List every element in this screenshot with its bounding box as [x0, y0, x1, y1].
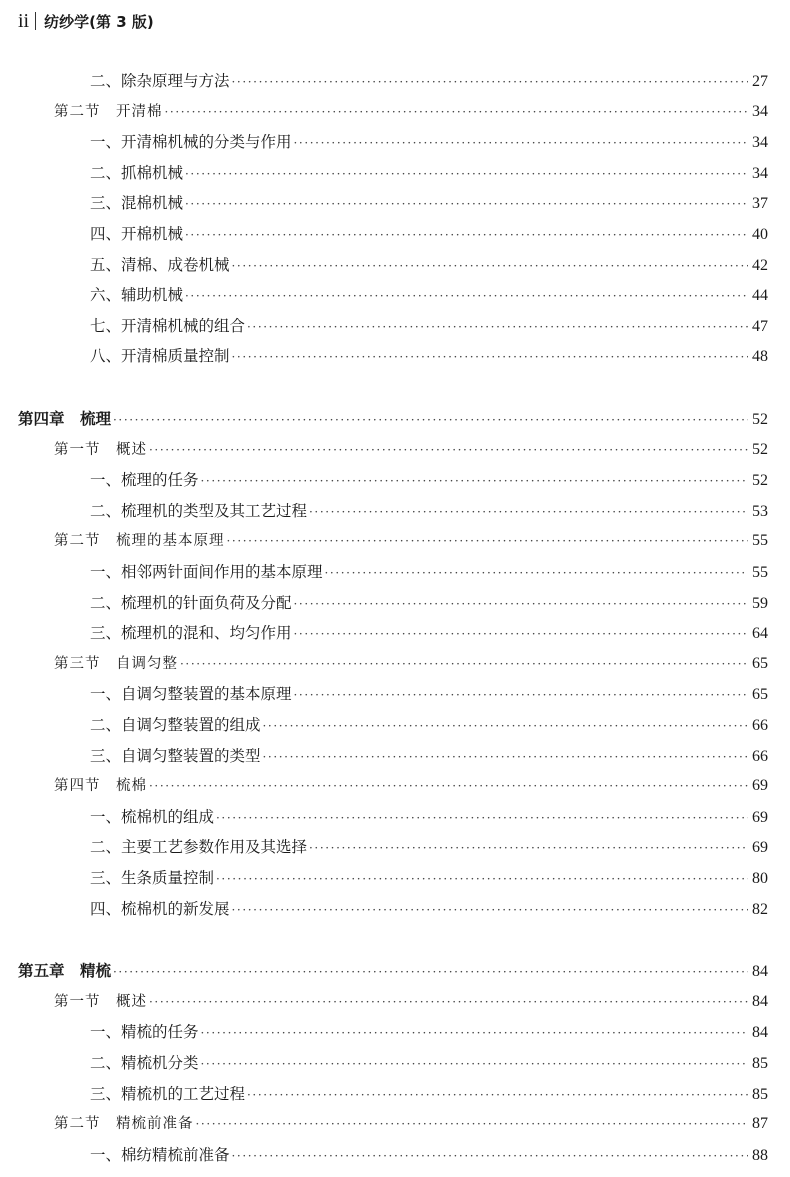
- dot-leader: [149, 989, 748, 1015]
- toc-entry-title: 二、除杂原理与方法: [90, 72, 230, 90]
- toc-entry-item[interactable]: [90, 743, 768, 769]
- dot-leader: [232, 897, 748, 923]
- toc-entry-page: 65: [752, 655, 768, 672]
- dot-leader: [165, 99, 749, 125]
- toc-entry-title: 六、辅助机械: [90, 286, 184, 304]
- toc-entry-page: 55: [752, 532, 768, 549]
- toc-entry-page: 66: [752, 748, 768, 765]
- toc-entry-title: 第二节 开清棉: [54, 104, 163, 120]
- toc-entry-item[interactable]: [90, 190, 768, 216]
- toc-entry-title: 一、自调匀整装置的基本原理: [90, 685, 292, 703]
- toc-entry-chapter[interactable]: [18, 406, 768, 432]
- toc-entry-item[interactable]: [90, 129, 768, 155]
- toc-entry-item[interactable]: [90, 160, 768, 186]
- toc-entry-page: 84: [752, 963, 768, 980]
- dot-leader: [232, 69, 748, 95]
- toc-entry-title: 二、精梳机分类: [90, 1054, 199, 1072]
- toc-entry-title: 一、梳棉机的组成: [90, 808, 215, 826]
- toc-entry-title: 第一节 概述: [54, 442, 147, 458]
- toc-entry-page: 52: [752, 411, 768, 428]
- page-number: ii: [18, 9, 30, 32]
- book-title: 纺纱学(第 3 版): [44, 12, 154, 31]
- toc-entry-item[interactable]: [90, 313, 768, 339]
- dot-leader: [232, 1143, 748, 1169]
- toc-entry-item[interactable]: [90, 559, 768, 585]
- toc-entry-section[interactable]: [54, 989, 768, 1015]
- toc-entry-item[interactable]: [90, 896, 768, 922]
- toc-entry-title: 三、精梳机的工艺过程: [90, 1085, 246, 1103]
- toc-entry-title: 第四节 梳棉: [54, 778, 147, 794]
- toc-entry-page: 84: [752, 1024, 768, 1041]
- dot-leader: [294, 682, 748, 708]
- toc-entry-title: 四、开棉机械: [90, 225, 184, 243]
- toc-entry-item[interactable]: [90, 1142, 768, 1168]
- toc-entry-title: 三、生条质量控制: [90, 869, 215, 887]
- toc-entry-page: 47: [752, 318, 768, 335]
- toc-entry-title: 第五章 精梳: [18, 962, 112, 980]
- toc-entry-item[interactable]: [90, 590, 768, 616]
- toc-entry-item[interactable]: [90, 681, 768, 707]
- dot-leader: [325, 560, 748, 586]
- toc-entry-section[interactable]: [54, 1111, 768, 1137]
- dot-leader: [232, 253, 748, 279]
- toc-entry-section[interactable]: [54, 99, 768, 125]
- dot-leader: [113, 959, 748, 985]
- toc-entry-page: 40: [752, 226, 768, 243]
- toc-entry-title: 二、梳理机的类型及其工艺过程: [90, 502, 308, 520]
- dot-leader: [185, 283, 748, 309]
- toc-entry-page: 34: [752, 165, 768, 182]
- toc-entry-title: 八、开清棉质量控制: [90, 347, 230, 365]
- toc-entry-item[interactable]: [90, 1019, 768, 1045]
- toc-entry-page: 37: [752, 195, 768, 212]
- toc-entry-item[interactable]: [90, 282, 768, 308]
- toc-entry-chapter[interactable]: [18, 958, 768, 984]
- toc-entry-page: 88: [752, 1147, 768, 1164]
- dot-leader: [180, 651, 748, 677]
- toc-entry-title: 四、梳棉机的新发展: [90, 900, 230, 918]
- toc-entry-item[interactable]: [90, 834, 768, 860]
- toc-entry-title: 第二节 精梳前准备: [54, 1116, 194, 1132]
- dot-leader: [201, 1051, 748, 1077]
- toc-entry-title: 第四章 梳理: [18, 410, 112, 428]
- dot-leader: [196, 1111, 749, 1137]
- toc-entry-title: 一、棉纺精梳前准备: [90, 1146, 230, 1164]
- dot-leader: [185, 222, 748, 248]
- toc-entry-title: 第二节 梳理的基本原理: [54, 533, 225, 549]
- toc-entry-page: 48: [752, 348, 768, 365]
- toc-entry-page: 69: [752, 777, 768, 794]
- dot-leader: [201, 1020, 748, 1046]
- toc-entry-page: 87: [752, 1115, 768, 1132]
- toc-entry-section[interactable]: [54, 437, 768, 463]
- dot-leader: [294, 621, 748, 647]
- dot-leader: [185, 191, 748, 217]
- toc-entry-title: 三、自调匀整装置的类型: [90, 747, 261, 765]
- dot-leader: [232, 344, 748, 370]
- toc-entry-title: 五、清棉、成卷机械: [90, 256, 230, 274]
- toc-entry-item[interactable]: [90, 1050, 768, 1076]
- toc-entry-section[interactable]: [54, 528, 768, 554]
- toc-entry-page: 34: [752, 103, 768, 120]
- toc-entry-section[interactable]: [54, 651, 768, 677]
- toc-entry-page: 27: [752, 73, 768, 90]
- toc-entry-item[interactable]: [90, 68, 768, 94]
- toc-entry-item[interactable]: [90, 620, 768, 646]
- toc-entry-item[interactable]: [90, 343, 768, 369]
- toc-entry-title: 二、抓棉机械: [90, 164, 184, 182]
- toc-entry-title: 二、梳理机的针面负荷及分配: [90, 594, 292, 612]
- toc-entry-page: 53: [752, 503, 768, 520]
- toc-entry-title: 第一节 概述: [54, 994, 147, 1010]
- toc-entry-page: 69: [752, 809, 768, 826]
- dot-leader: [216, 866, 748, 892]
- toc-entry-title: 三、梳理机的混和、均匀作用: [90, 624, 292, 642]
- dot-leader: [216, 805, 748, 831]
- toc-entry-item[interactable]: [90, 498, 768, 524]
- toc-entry-page: 55: [752, 564, 768, 581]
- toc-entry-page: 82: [752, 901, 768, 918]
- toc-entry-section[interactable]: [54, 773, 768, 799]
- toc-entry-page: 84: [752, 993, 768, 1010]
- toc-entry-page: 59: [752, 595, 768, 612]
- dot-leader: [227, 528, 749, 554]
- toc-entry-title: 二、自调匀整装置的组成: [90, 716, 261, 734]
- toc-entry-title: 一、相邻两针面间作用的基本原理: [90, 563, 323, 581]
- toc-entry-page: 64: [752, 625, 768, 642]
- toc-entry-page: 85: [752, 1055, 768, 1072]
- toc-entry-title: 三、混棉机械: [90, 194, 184, 212]
- dot-leader: [247, 1082, 748, 1108]
- dot-leader: [201, 468, 748, 494]
- toc-entry-item[interactable]: [90, 467, 768, 493]
- toc-entry-page: 34: [752, 134, 768, 151]
- dot-leader: [309, 835, 748, 861]
- dot-leader: [149, 773, 748, 799]
- toc-entry-page: 66: [752, 717, 768, 734]
- toc-entry-page: 85: [752, 1086, 768, 1103]
- toc-entry-page: 80: [752, 870, 768, 887]
- toc-entry-page: 52: [752, 441, 768, 458]
- toc-entry-title: 七、开清棉机械的组合: [90, 317, 246, 335]
- toc-entry-item[interactable]: [90, 804, 768, 830]
- toc-entry-item[interactable]: [90, 1081, 768, 1107]
- dot-leader: [247, 314, 748, 340]
- dot-leader: [113, 407, 748, 433]
- toc-entry-title: 一、开清棉机械的分类与作用: [90, 133, 292, 151]
- dot-leader: [263, 713, 748, 739]
- toc-entry-item[interactable]: [90, 865, 768, 891]
- dot-leader: [149, 437, 748, 463]
- toc-entry-item[interactable]: [90, 221, 768, 247]
- toc-entry-item[interactable]: [90, 252, 768, 278]
- toc-entry-item[interactable]: [90, 712, 768, 738]
- toc-entry-title: 第三节 自调匀整: [54, 656, 178, 672]
- toc-entry-page: 44: [752, 287, 768, 304]
- toc-entry-title: 一、梳理的任务: [90, 471, 199, 489]
- dot-leader: [309, 499, 748, 525]
- dot-leader: [294, 130, 748, 156]
- toc-entry-page: 69: [752, 839, 768, 856]
- toc-entry-page: 65: [752, 686, 768, 703]
- dot-leader: [185, 161, 748, 187]
- dot-leader: [294, 591, 748, 617]
- toc-entry-title: 一、精梳的任务: [90, 1023, 199, 1041]
- toc-entry-title: 二、主要工艺参数作用及其选择: [90, 838, 308, 856]
- dot-leader: [263, 744, 748, 770]
- toc-entry-page: 42: [752, 257, 768, 274]
- toc-entry-page: 52: [752, 472, 768, 489]
